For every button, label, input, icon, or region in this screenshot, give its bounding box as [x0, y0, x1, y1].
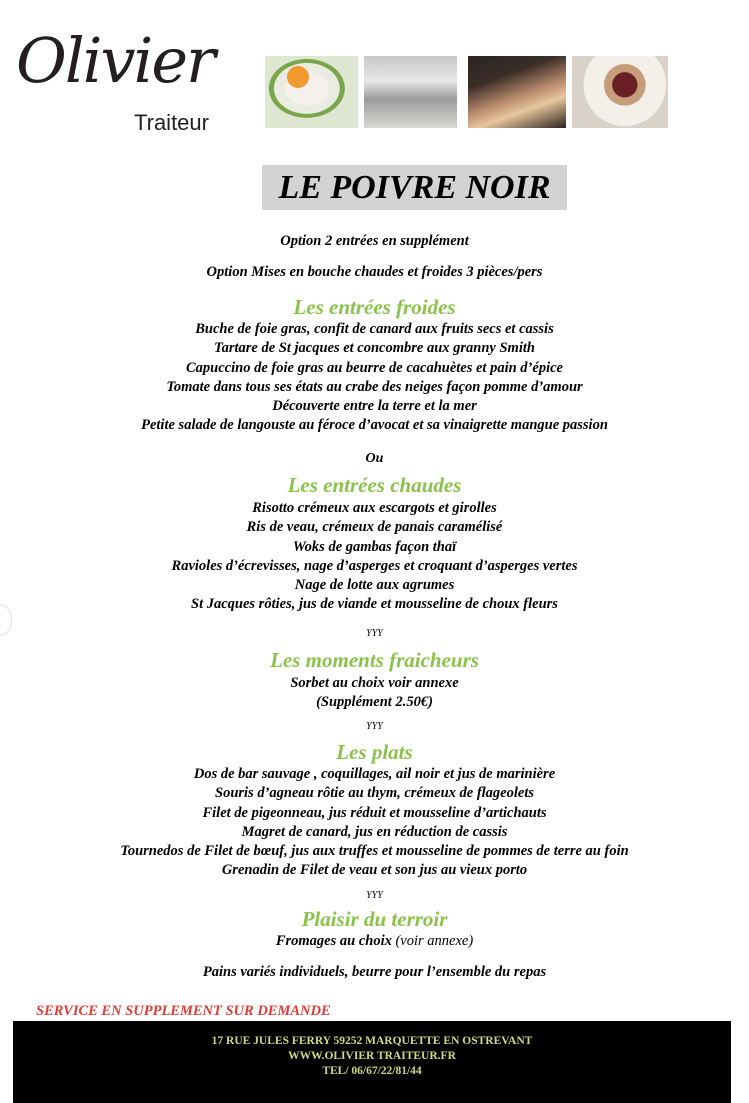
- cheese-item-note: (voir annexe): [391, 933, 474, 949]
- section-separator: YYY: [366, 628, 383, 639]
- menu-item: Tomate dans tous ses états au crabe des neiges façon pomme d’amour: [166, 378, 583, 395]
- section-heading-fresh: Les moments fraicheurs: [270, 648, 479, 672]
- menu-title: LE POIVRE NOIR: [278, 169, 551, 206]
- dining-room-photo: [364, 56, 457, 128]
- footer-website[interactable]: WWW.OLIVIER TRAITEUR.FR: [288, 1050, 456, 1062]
- hot-starters-list: [0, 499, 749, 615]
- menu-item: Filet de pigeonneau, jus réduit et mousseline d’artichauts: [202, 804, 547, 821]
- menu-item: (Supplément 2.50€): [316, 694, 433, 711]
- section-separator: YYY: [366, 890, 383, 901]
- cheese-item: [0, 933, 749, 950]
- cold-starters-list: [0, 320, 749, 436]
- section-heading-cold: Les entrées froides: [293, 295, 456, 319]
- menu-item: Woks de gambas façon thaï: [292, 538, 457, 555]
- menu-item: Magret de canard, jus en réduction de cassis: [241, 823, 508, 840]
- menu-item: Petite salade de langouste au féroce d’avocat et sa vinaigrette mangue passion: [141, 417, 608, 434]
- menu-item: Ris de veau, crémeux de panais caramélisé: [246, 519, 503, 536]
- menu-item: Souris d’agneau rôtie au thym, crémeux de flageolets: [215, 785, 534, 802]
- menu-item: Ravioles d’écrevisses, nage d’asperges et croquant d’asperges vertes: [171, 557, 578, 574]
- section-heading-cheese: Plaisir du terroir: [301, 907, 448, 931]
- footer-phone: TEL/ 06/67/22/81/44: [322, 1065, 422, 1077]
- footer-bar: [13, 1021, 731, 1103]
- menu-item: St Jacques rôties, jus de viande et mousseline de choux fleurs: [191, 596, 558, 613]
- menu-item: Buche de foie gras, confit de canard aux fruits secs et cassis: [195, 321, 554, 337]
- menu-item: Grenadin de Filet de veau et son jus au vieux porto: [221, 862, 528, 879]
- olivier-traiteur-logo: [14, 26, 244, 138]
- bread-note: Pains variés individuels, beurre pour l’ensemble du repas: [202, 964, 547, 980]
- section-separator: YYY: [366, 721, 383, 732]
- menu-item: Risotto crémeux aux escargots et girolles: [252, 500, 497, 516]
- or-separator: Ou: [365, 451, 384, 466]
- option-line: Option Mises en bouche chaudes et froides 3 pièces/pers: [206, 264, 543, 280]
- section-heading-hot: Les entrées chaudes: [287, 473, 462, 497]
- menu-item: Dos de bar sauvage , coquillages, ail noir et jus de marinière: [193, 766, 556, 782]
- menu-item: Tartare de St jacques et concombre aux granny Smith: [214, 340, 535, 357]
- logo-subtitle: Traiteur: [134, 110, 209, 135]
- gourmet-plate-photo: [572, 56, 668, 128]
- logo-script: Olivier: [16, 24, 214, 97]
- menu-item: Nage de lotte aux agrumes: [294, 577, 455, 594]
- canapes-photo: [468, 56, 566, 128]
- section-heading-mains: Les plats: [336, 740, 413, 764]
- menu-item: Capuccino de foie gras au beurre de cacahuètes et pain d’épice: [186, 359, 563, 376]
- mains-list: [0, 765, 749, 881]
- service-note: SERVICE EN SUPPLEMENT SUR DEMANDE: [36, 1003, 331, 1019]
- fresh-list: [0, 674, 749, 713]
- menu-item: Tournedos de Filet de bœuf, jus aux truffes et mousseline de pommes de terre au foin: [120, 843, 629, 860]
- menu-item: Sorbet au choix voir annexe: [290, 675, 459, 691]
- menu-item: Découverte entre la terre et la mer: [272, 398, 477, 415]
- footer-address: 17 RUE JULES FERRY 59252 MARQUETTE EN OSTREVANT: [211, 1035, 533, 1047]
- plated-dish-photo: [265, 56, 358, 128]
- option-line: Option 2 entrées en supplément: [280, 233, 469, 249]
- cheese-item-bold: Fromages au choix: [275, 933, 392, 949]
